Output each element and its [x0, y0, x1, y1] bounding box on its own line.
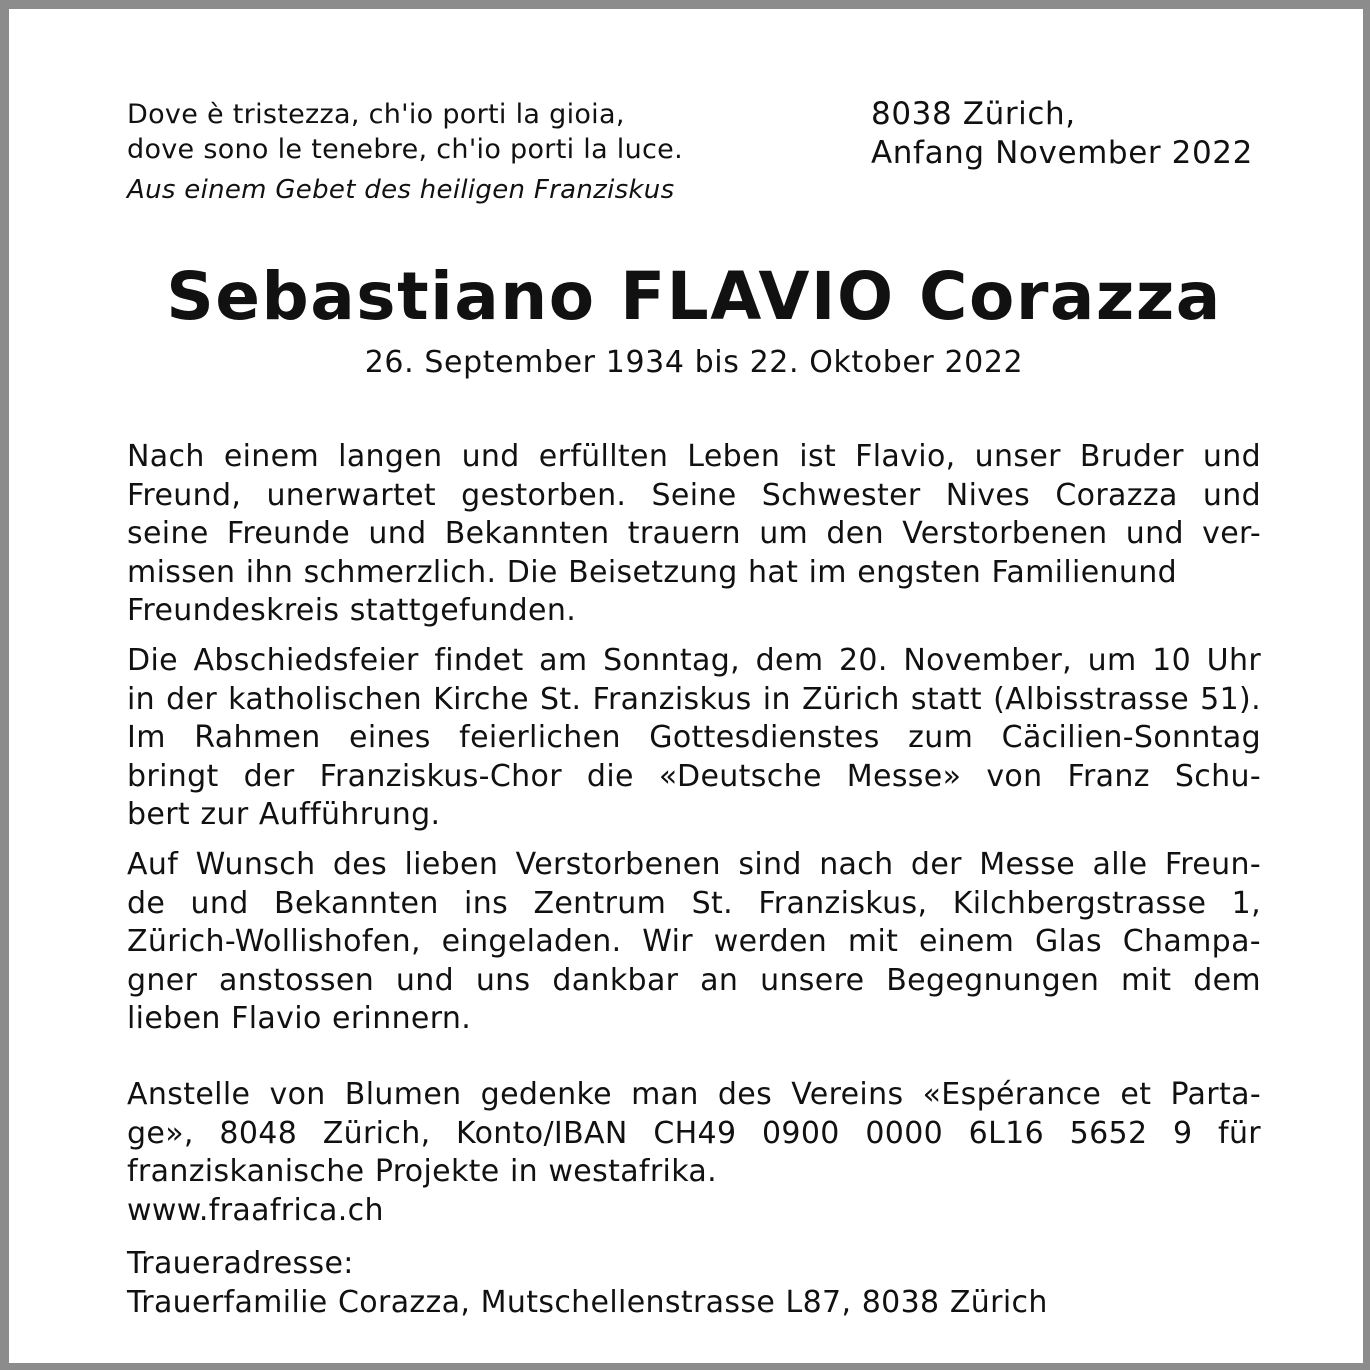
text-line: gner anstossen und uns dankbar an unsere Begegnungen mit dem — [127, 962, 1261, 998]
text-line: missen ihn schmerzlich. Die Beisetzung hat im engsten Familienund — [127, 554, 1177, 590]
text-line: lieben Flavio erinnern. — [127, 1001, 472, 1036]
text-line: bert zur Aufführung. — [127, 797, 441, 832]
epigraph-quote — [127, 97, 683, 208]
text-line: Im Rahmen eines feierlichen Gottesdienstes zum Cäcilien-Sonntag — [127, 720, 1261, 755]
text-line: Freund, unerwartet gestorben. Seine Schwester Nives Corazza und — [127, 477, 1261, 513]
paragraph-announcement — [127, 438, 1261, 631]
mourning-address: Trauerfamilie Corazza, Mutschellenstrasse L87, 8038 Zürich — [127, 1284, 1048, 1320]
paragraph-mourning-address — [127, 1245, 1261, 1322]
text-line: Die Abschiedsfeier findet am Sonntag, dem 20. November, um 10 Uhr — [127, 643, 1261, 678]
life-dates: 26. September 1934 bis 22. Oktober 2022 — [364, 345, 1024, 380]
text-line: bringt der Franziskus-Chor die «Deutsche Messe» von Franz Schu- — [127, 758, 1261, 794]
quote-line: dove sono le tenebre, ch'io porti la luce. — [127, 134, 683, 165]
website-link: www.fraafrica.ch — [127, 1192, 384, 1228]
text-line: franziskanische Projekte in westafrika. — [127, 1154, 718, 1189]
text-line: in der katholischen Kirche St. Franziskus in Zürich statt (Albisstrasse 51). — [127, 681, 1261, 717]
text-line: ge», 8048 Zürich, Konto/IBAN CH49 0900 0000 6L16 5652 9 für — [127, 1115, 1261, 1151]
text-line: de und Bekannten ins Zentrum St. Franziskus, Kilchbergstrasse 1, — [127, 885, 1261, 921]
text-line: Anstelle von Blumen gedenke man des Vereins «Espérance et Parta- — [127, 1077, 1261, 1112]
place: 8038 Zürich, — [871, 96, 1076, 132]
text-line: Zürich-Wollishofen, eingeladen. Wir werden mit einem Glas Champa- — [127, 924, 1261, 959]
text-line: Auf Wunsch des lieben Verstorbenen sind nach der Messe alle Freun- — [127, 847, 1261, 882]
text-line: Nach einem langen und erfüllten Leben ist Flavio, unser Bruder und — [127, 439, 1261, 474]
text-line: Freundeskreis stattgefunden. — [127, 593, 577, 628]
quote-source: Aus einem Gebet des heiligen Franziskus — [127, 175, 675, 205]
place-and-date — [871, 95, 1253, 173]
date: Anfang November 2022 — [871, 135, 1253, 171]
text-line: seine Freunde und Bekannten trauern um den Verstorbenen und ver- — [127, 516, 1261, 551]
paragraph-farewell-service — [127, 642, 1261, 835]
quote-line: Dove è tristezza, ch'io porti la gioia, — [127, 99, 625, 130]
deceased-name: Sebastiano FLAVIO Corazza — [166, 258, 1222, 335]
paragraph-invitation — [127, 846, 1261, 1039]
paragraph-donation — [127, 1076, 1261, 1230]
address-heading: Traueradresse: — [127, 1246, 354, 1281]
